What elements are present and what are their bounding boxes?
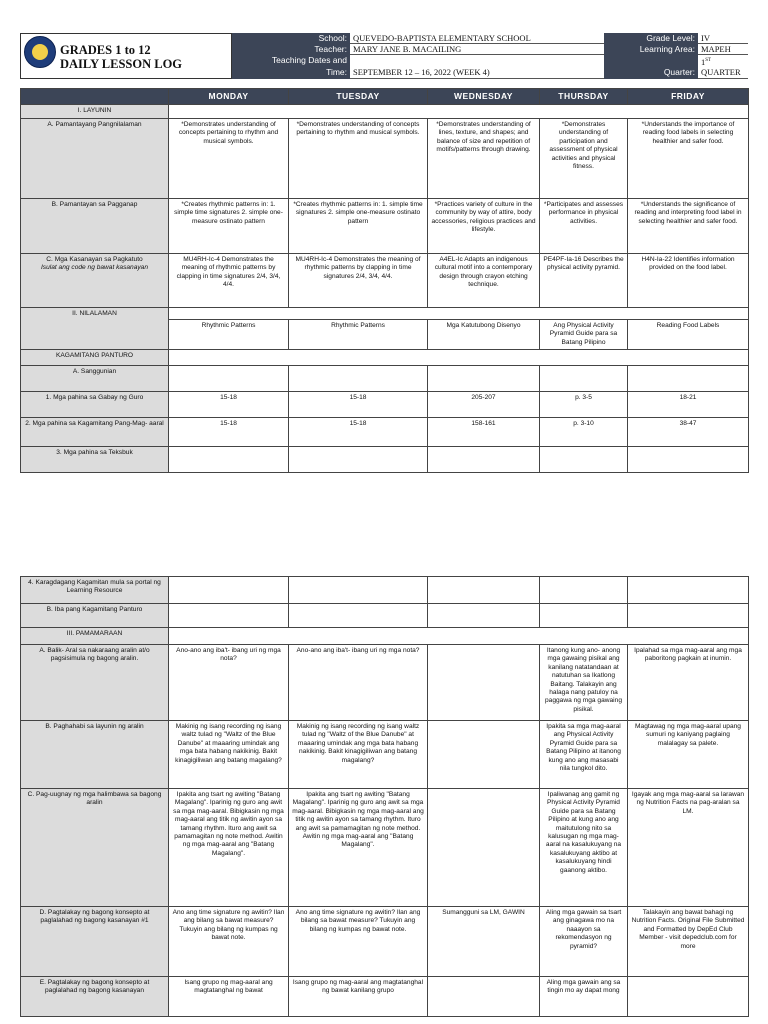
nilalaman-spacer [169,308,749,320]
cell [289,366,428,392]
portal-label: 4. Karagdagang Kagamitan mula sa portal ng Learning Resource [21,577,169,604]
cell: PE4PF-Ia-16 Describes the physical activity pyramid. [540,254,628,308]
cell [428,645,540,721]
row-label-kasanayan-sa-pagkatuto [21,254,169,308]
row-label-balik-aral: A. Balik- Aral sa nakaraang aralin at/o pagsisimula ng bagong aralin. [21,645,169,721]
school-value: QUEVEDO-BAPTISTA ELEMENTARY SCHOOL [350,33,604,44]
row-label-paghahabi: B. Paghahabi sa layunin ng aralin [21,721,169,789]
cell [540,447,628,473]
nilalaman-label: II. NILALAMAN [72,310,117,317]
dates-label-1: Teaching Dates and [232,55,350,67]
cell: p. 3-10 [540,418,628,447]
cell: *Demonstrates understanding of concepts pertaining to rhythm and musical symbols. [169,119,289,199]
cell: 205-207 [428,392,540,418]
nilalaman-heading [21,308,169,350]
cell [428,447,540,473]
cell: MU4RH-Ic-4 Demonstrates the meaning of rhythmic patterns by clapping in time signatures 2/4, 3/4, 4/4. [169,254,289,308]
cell: *Practices variety of culture in the community by way of attire, body accessories, religious practices and lifestyle. [428,199,540,254]
teacher-value: MARY JANE B. MACAILING [350,44,604,55]
cell: Ipakita ang tsart ng awiting "Batang Magalang". Iparinig ng guro ang awit sa mga mag-aaral. Bibigkasin ng mga mag-aaral ang titik ng awitin ayon sa tamang rhythm. Ituro ang awit sa pamamagitan ng note method. Awitin ng mga mag-aaral ang "Batang Magalang". [169,789,289,907]
cell: *Creates rhythmic patterns in: 1. simple time signatures 2. simple one-measure ostinato pattern [169,199,289,254]
cell: 38-47 [628,418,749,447]
area-value: MAPEH [698,44,748,55]
cell: Rhythmic Patterns [289,320,428,350]
kagamitang-pang-mag-aaral-label: 2. Mga pahina sa Kagamitang Pang-Mag- aaral [21,418,169,447]
cell: Magtawag ng mga mag-aaral upang sumuri ng kaniyang paglaing malalagay sa palete. [628,721,749,789]
cell: H4N-Ia-22 Identifies information provided on the food label. [628,254,749,308]
cell [628,977,749,1017]
gabay-ng-guro-label: 1. Mga pahina sa Gabay ng Guro [21,392,169,418]
cell [428,604,540,628]
kasanayan-label: C. Mga Kasanayan sa Pagkatuto [46,256,143,263]
layunin-heading: I. LAYUNIN [21,105,169,119]
day-thursday: THURSDAY [540,89,628,105]
cell: Rhythmic Patterns [169,320,289,350]
day-friday: FRIDAY [628,89,749,105]
cell: *Demonstrates understanding of concepts pertaining to rhythm and musical symbols. [289,119,428,199]
cell: *Understands the significance of reading and interpreting food label in selecting healthier and safer food. [628,199,749,254]
sanggunian-label: A. Sanggunian [21,366,169,392]
quarter-number: 1ST [698,55,748,67]
cell: Ipaliwanag ang gamit ng Physical Activity Pyramid Guide para sa Batang Pilipino at kung ano ang maitutulong nito sa kalusugan ng mga mag-aaral na kasalukuyang na kasalukuyang aktibo at kasalukuyang hindi gaanong aktibo. [540,789,628,907]
cell [428,577,540,604]
dates-label-2: Time: [232,67,350,79]
title-line-2: DAILY LESSON LOG [60,57,183,71]
cell [540,366,628,392]
lesson-log-table-1 [20,88,749,473]
cell: Makinig ng isang recording ng isang waltz tulad ng "Waltz of the Blue Danube" at maaaring umindak ang mga bata habang nakikinig. Bakit kinagigiliwan ang batang magalang? [289,721,428,789]
title-line-1: GRADES 1 to 12 [60,43,151,57]
cell: *Demonstrates understanding of lines, texture, and shapes; and balance of size and repetition of motifs/patterns through drawing. [428,119,540,199]
cell [628,447,749,473]
cell: p. 3-5 [540,392,628,418]
pamamaraan-spacer [169,628,749,645]
cell: *Creates rhythmic patterns in: 1. simple time signatures 2. simple one-measure ostinato pattern [289,199,428,254]
cell: Reading Food Labels [628,320,749,350]
cell: Ano ang time signature ng awitin? Ilan ang bilang sa bawat measure? Tukuyin ang bilang ng kumpas ng bawat note. [169,907,289,977]
row-label-pag-uugnay: C. Pag-uugnay ng mga halimbawa sa bagong aralin [21,789,169,907]
cell: A4EL-Ic Adapts an indigenous cultural motif into a contemporary design through crayon etching technique. [428,254,540,308]
pamamaraan-heading: III. PAMAMARAAN [21,628,169,645]
cell [540,604,628,628]
cell [169,366,289,392]
cell: Isang grupo ng mag-aaral ang magtatanghal ng bawat kanilang grupo [289,977,428,1017]
cell: 18-21 [628,392,749,418]
cell [628,366,749,392]
cell [428,721,540,789]
quarter-value: QUARTER [698,67,748,79]
area-label: Learning Area: [604,44,698,55]
cell: Ipakita sa mga mag-aaral ang Physical Activity Pyramid Guide para sa Batang Pilipino at itanong kung ano ang masasabi nila tungkol dito. [540,721,628,789]
cell: Ipakita ang tsart ng awiting "Batang Magalang". Iparinig ng guro ang awit sa mga mag-aaral. Bibigkasin ng mga mag-aaral ang titik ng awitin ayon sa tamang rhythm. Ituro ang awit sa pamamagitan ng note method. Awitin ng mga mag-aaral ang "Batang Magalang". [289,789,428,907]
cell: 158-161 [428,418,540,447]
cell: Ano ang time signature ng awitin? Ilan ang bilang sa bawat measure? Tukuyin ang bilang ng kumpas ng bawat note. [289,907,428,977]
corner-cell [21,89,169,105]
day-wednesday: WEDNESDAY [428,89,540,105]
cell [628,577,749,604]
iba-pang-kagamitan-label: B. Iba pang Kagamitang Panturo [21,604,169,628]
quarter-label-spacer [604,55,698,67]
cell: Makinig ng isang recording ng isang waltz tulad ng "Waltz of the Blue Danube" at maaaring umindak ang mga bata habang nakikinig. Bakit kinagigiliwan ang batang magalang? [169,721,289,789]
cell [428,977,540,1017]
cell [540,577,628,604]
header-info-grid [232,33,748,79]
quarter-label: Quarter: [604,67,698,79]
cell: Sumangguni sa LM, GAWIN [428,907,540,977]
grade-value: IV [698,33,748,44]
cell: MU4RH-Ic-4 Demonstrates the meaning of rhythmic patterns by clapping in time signatures 2/4, 3/4, 4/4. [289,254,428,308]
school-label: School: [232,33,350,44]
cell [428,789,540,907]
teacher-label: Teacher: [232,44,350,55]
cell: Talakayin ang bawat bahagi ng Nutrition Facts. Original File Submitted and Formatted by DepEd Club Member - visit depedclub.com for more [628,907,749,977]
cell: Ang Physical Activity Pyramid Guide para sa Batang Pilipino [540,320,628,350]
cell [289,577,428,604]
teksbuk-label: 3. Mga pahina sa Teksbuk [21,447,169,473]
cell: Igayak ang mga mag-aaral sa larawan ng Nutrition Facts na pag-aralan sa LM. [628,789,749,907]
cell: Ano-ano ang iba't- ibang uri ng mga nota? [169,645,289,721]
cell: Ipalahad sa mga mag-aaral ang mga paboritong pagkain at inumin. [628,645,749,721]
day-monday: MONDAY [169,89,289,105]
cell [169,604,289,628]
row-label-pagtalakay-1: D. Pagtalakay ng bagong konsepto at paglalahad ng bagong kasanayan #1 [21,907,169,977]
deped-seal-icon [24,36,56,68]
cell: Itanong kung ano- anong mga gawaing pisikal ang kanilang natatandaan at natutuhan sa Ikatlong Baitang. Talakayin ang halaga nang patuloy na paggawa ng mga gawaing pisikal. [540,645,628,721]
row-label-pamantayang-pangnilalaman: A. Pamantayang Pangnilalaman [21,119,169,199]
cell [628,604,749,628]
cell: Ano-ano ang iba't- ibang uri ng mga nota? [289,645,428,721]
row-label-pamantayan-sa-pagganap: B. Pamantayan sa Pagganap [21,199,169,254]
layunin-spacer [169,105,749,119]
cell: Isang grupo ng mag-aaral ang magtatanghal ng bawat [169,977,289,1017]
cell [289,447,428,473]
cell: *Demonstrates understanding of participation and assessment of physical activities and physical fitness. [540,119,628,199]
dates-value: SEPTEMBER 12 – 16, 2022 (WEEK 4) [350,55,604,79]
cell [428,366,540,392]
cell: 15-18 [169,418,289,447]
kagamitang-spacer [169,350,749,366]
grade-label: Grade Level: [604,33,698,44]
cell: Aling mga gawain sa tsart ang ginagawa mo na naaayon sa rekomendasyon ng pyramid? [540,907,628,977]
cell [169,447,289,473]
cell [169,577,289,604]
day-tuesday: TUESDAY [289,89,428,105]
kasanayan-sublabel: Isulat ang code ng bawat kasanayan [40,264,149,272]
kagamitang-panturo-heading: KAGAMITANG PANTURO [21,350,169,366]
lesson-log-table-2 [20,576,749,1017]
cell: Mga Katutubong Disenyo [428,320,540,350]
cell: Aling mga gawain ang sa tingin mo ay dapat mong [540,977,628,1017]
cell [289,604,428,628]
cell: 15-18 [289,392,428,418]
cell: 15-18 [169,392,289,418]
cell: 15-18 [289,418,428,447]
cell: *Understands the importance of reading food labels in selecting healthier and safer food. [628,119,749,199]
row-label-pagtalakay-2: E. Pagtalakay ng bagong konsepto at paglalahad ng bagong kasanayan [21,977,169,1017]
cell: *Participates and assesses performance in physical activities. [540,199,628,254]
